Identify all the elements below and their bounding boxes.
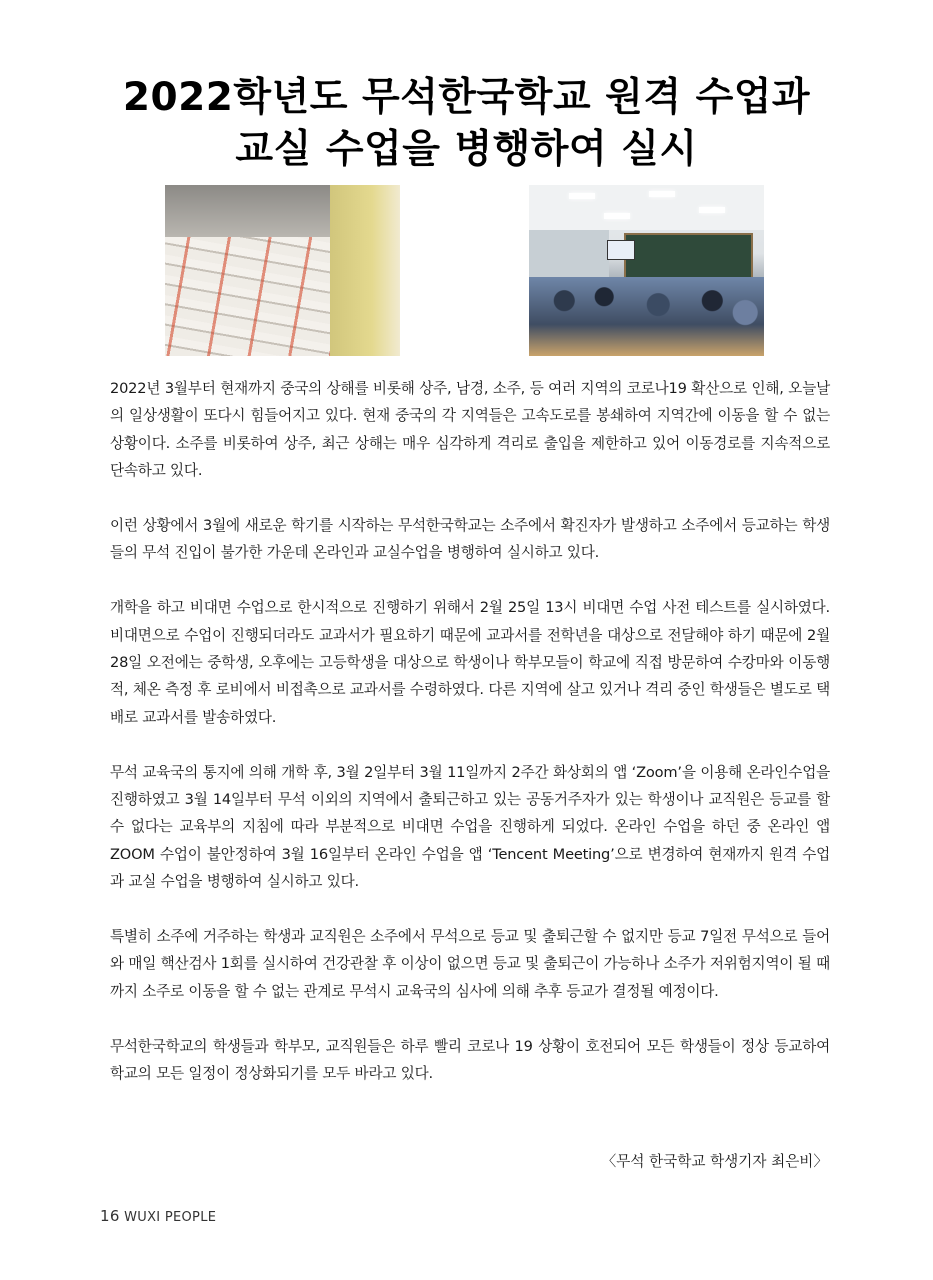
page-footer <box>100 1207 216 1225</box>
magazine-name: WUXI PEOPLE <box>124 1210 217 1225</box>
textbooks-photo <box>165 185 400 356</box>
photo-blackboard <box>624 233 753 279</box>
paragraph-5: 특별히 소주에 거주하는 학생과 교직원은 소주에서 무석으로 등교 및 출퇴근할 수 없지만 등교 7일전 무석으로 들어와 매일 핵산검사 1회를 실시하여 건강관찰 후 이상이 없으면 등교 및 출퇴근이 가능하나 소주가 저위험지역이 될 때까지 소주로 이동을 할 수 없는 관계로 무석시 교육국의 심사에 의해 추후 등교가 결정될 예정이다. <box>110 928 830 1000</box>
photo-yellow-wall <box>330 185 400 356</box>
photo-students <box>529 277 764 356</box>
ceiling-light <box>569 193 595 199</box>
article-title <box>0 72 933 176</box>
ceiling-light <box>699 207 725 213</box>
article-body <box>110 375 830 1115</box>
reporter-byline: 〈무석 한국학교 학생기자 최은비〉 <box>601 1153 828 1170</box>
paragraph-6: 무석한국학교의 학생들과 학부모, 교직원들은 하루 빨리 코로나 19 상황이 호전되어 모든 학생들이 정상 등교하여 학교의 모든 일정이 정상화되기를 모두 바라고 있다. <box>110 1037 830 1083</box>
paragraph-1: 2022년 3월부터 현재까지 중국의 상해를 비롯해 상주, 남경, 소주, 등 여러 지역의 코로나19 확산으로 인해, 오늘날의 일상생활이 또다시 힘들어지고 있다. 현재 중국의 각 지역들은 고속도로를 봉쇄하여 지역간에 이동을 할 수 없는 상황이다. 소주를 비롯하여 상주, 최근 상해는 매우 심각하게 격리로 출입을 제한하고 있어 이동경로를 지속적으로 단속하고 있다. <box>110 380 830 480</box>
ceiling-light <box>604 213 630 219</box>
classroom-photo <box>529 185 764 356</box>
page-number: 16 <box>100 1207 120 1225</box>
photo-side-wall <box>529 230 609 280</box>
paragraph-2: 이런 상황에서 3월에 새로운 학기를 시작하는 무석한국학교는 소주에서 확진자가 발생하고 소주에서 등교하는 학생들의 무석 진입이 불가한 가운데 온라인과 교실수업을 병행하여 실시하고 있다. <box>110 517 830 562</box>
photo-textbook-piles <box>165 237 330 356</box>
title-line-2: 교실 수업을 병행하여 실시 <box>235 127 698 172</box>
paragraph-4: 무석 교육국의 통지에 의해 개학 후, 3월 2일부터 3월 11일까지 2주간 화상회의 앱 ‘Zoom’을 이용해 온라인수업을 진행하였고 3월 14일부터 무석 이외의 지역에서 출퇴근하고 있는 공동거주자가 있는 학생이나 교직원은 등교를 할 수 없다는 교육부의 지침에 따라 부분적으로 비대면 수업을 진행하게 되었다. 온라인 수업을 하던 중 온라인 앱ZOOM 수업이 불안정하여 3월 16일부터 온라인 수업을 앱 ‘Tencent Meeting’으로 변경하여 현재까지 원격 수업과 교실 수업을 병행하여 실시하고 있다. <box>110 763 830 891</box>
title-line-1: 2022학년도 무석한국학교 원격 수업과 <box>122 75 811 120</box>
photo-ceiling <box>529 185 764 230</box>
ceiling-light <box>649 191 675 197</box>
paragraph-3: 개학을 하고 비대면 수업으로 한시적으로 진행하기 위해서 2월 25일 13시 비대면 수업 사전 테스트를 실시하였다. 비대면으로 수업이 진행되더라도 교과서가 필요하기 때문에 교과서를 전학년을 대상으로 전달해야 하기 때문에 2월 28일 오전에는 중학생, 오후에는 고등학생을 대상으로 학생이나 학부모들이 학교에 직접 방문하여 수캉마와 이동행적, 체온 측정 후 로비에서 비접촉으로 교과서를 수령하였다. 다른 지역에 살고 있거나 격리 중인 학생들은 별도로 택배로 교과서를 발송하였다. <box>110 599 830 726</box>
photo-tv-screen <box>607 240 635 260</box>
